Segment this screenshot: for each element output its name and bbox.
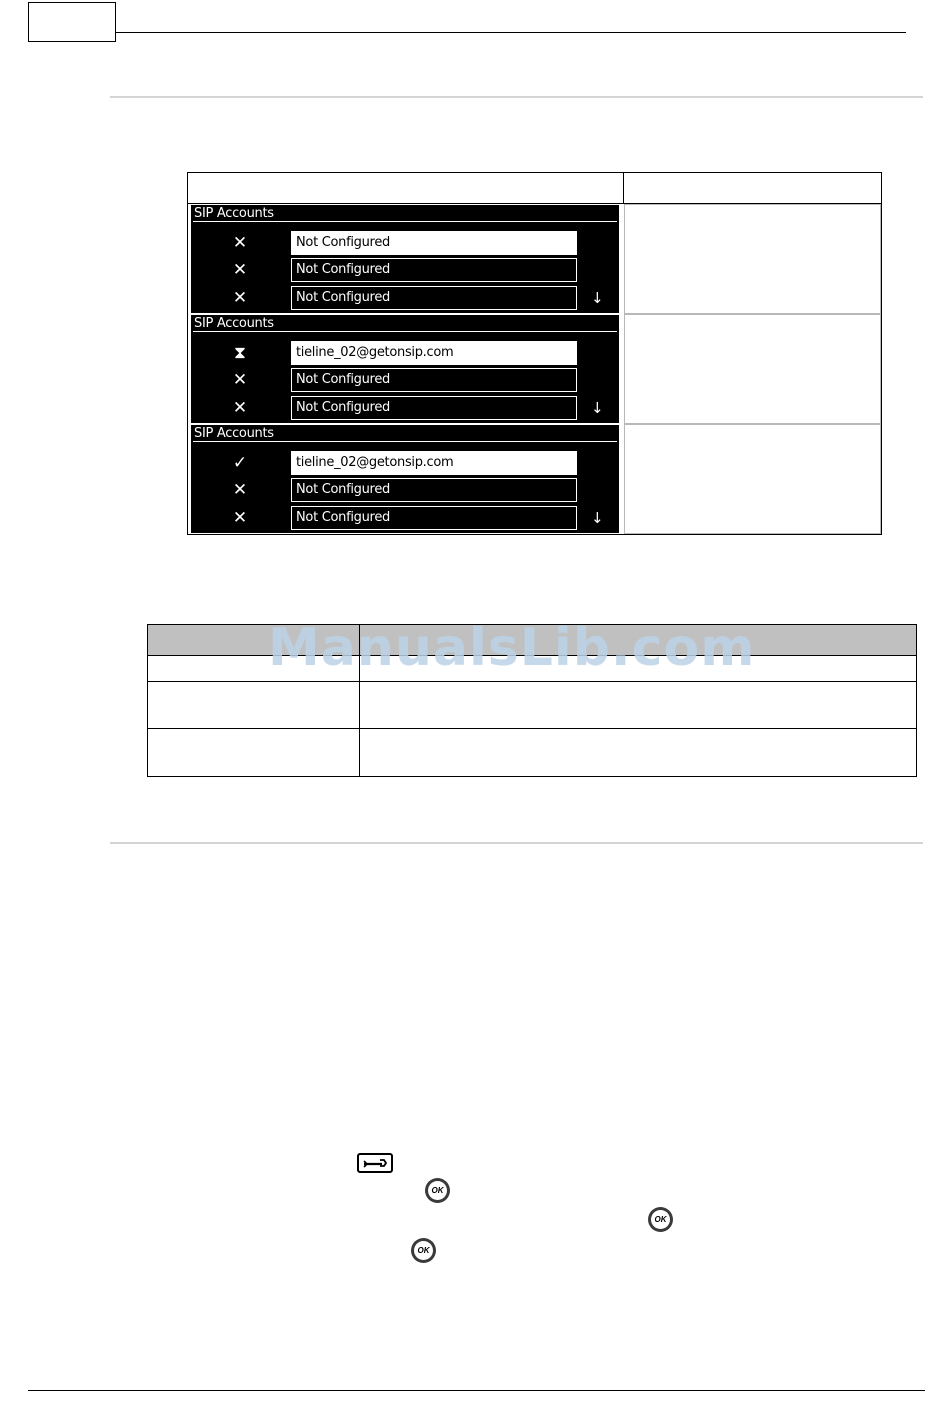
lcd-row (191, 231, 619, 255)
lcd-title-underline (193, 441, 617, 442)
lcd-title: SIP Accounts (194, 206, 274, 221)
status-table-row-divider (148, 728, 916, 729)
scroll-down-arrow-icon: ↓ (591, 509, 604, 527)
lcd-row (191, 478, 619, 502)
lcd-row (191, 506, 619, 530)
hourglass-icon: ⧗ (234, 343, 246, 363)
description-cell-1 (624, 204, 881, 314)
lcd-screen-not-configured (191, 205, 619, 313)
lcd-row (191, 368, 619, 392)
cross-icon: ✕ (232, 508, 248, 528)
lcd-row (191, 286, 619, 310)
sip-account-field: Not Configured (291, 258, 577, 282)
scroll-down-arrow-icon: ↓ (591, 399, 604, 417)
ok-button-icon: OK (425, 1178, 450, 1203)
header-rule (116, 32, 906, 33)
check-icon: ✓ (232, 453, 248, 473)
cross-icon: ✕ (232, 233, 248, 253)
sip-account-field: Not Configured (291, 396, 577, 420)
lcd-row (191, 341, 619, 365)
footer-rule (28, 1390, 925, 1391)
cross-icon: ✕ (232, 288, 248, 308)
sip-account-field: Not Configured (291, 286, 577, 310)
lcd-title: SIP Accounts (194, 426, 274, 441)
watermark: ManualsLib.com (268, 618, 756, 678)
sip-account-field: tieline_02@getonsip.com (291, 451, 577, 475)
lcd-row (191, 258, 619, 282)
table-column-divider (623, 173, 624, 204)
lcd-row (191, 451, 619, 475)
wrench-key-icon (357, 1153, 393, 1173)
cross-icon: ✕ (232, 480, 248, 500)
page-number-box (28, 2, 116, 42)
cross-icon: ✕ (232, 398, 248, 418)
lcd-title-underline (193, 221, 617, 222)
sip-account-field: Not Configured (291, 478, 577, 502)
description-cell-2 (624, 314, 881, 424)
sip-account-field: Not Configured (291, 506, 577, 530)
cross-icon: ✕ (232, 370, 248, 390)
description-cell-3 (624, 424, 881, 534)
ok-button-icon: OK (648, 1207, 673, 1232)
sip-account-field: Not Configured (291, 231, 577, 255)
scroll-down-arrow-icon: ↓ (591, 289, 604, 307)
lcd-row (191, 396, 619, 420)
lcd-title: SIP Accounts (194, 316, 274, 331)
lcd-title-underline (193, 331, 617, 332)
section-divider (110, 96, 923, 98)
lcd-screen-registered (191, 425, 619, 533)
status-table-row-divider (148, 681, 916, 682)
cross-icon: ✕ (232, 260, 248, 280)
sip-account-field: tieline_02@getonsip.com (291, 341, 577, 365)
section-divider (110, 842, 923, 844)
lcd-screen-registering (191, 315, 619, 423)
sip-account-field: Not Configured (291, 368, 577, 392)
ok-button-icon: OK (411, 1238, 436, 1263)
